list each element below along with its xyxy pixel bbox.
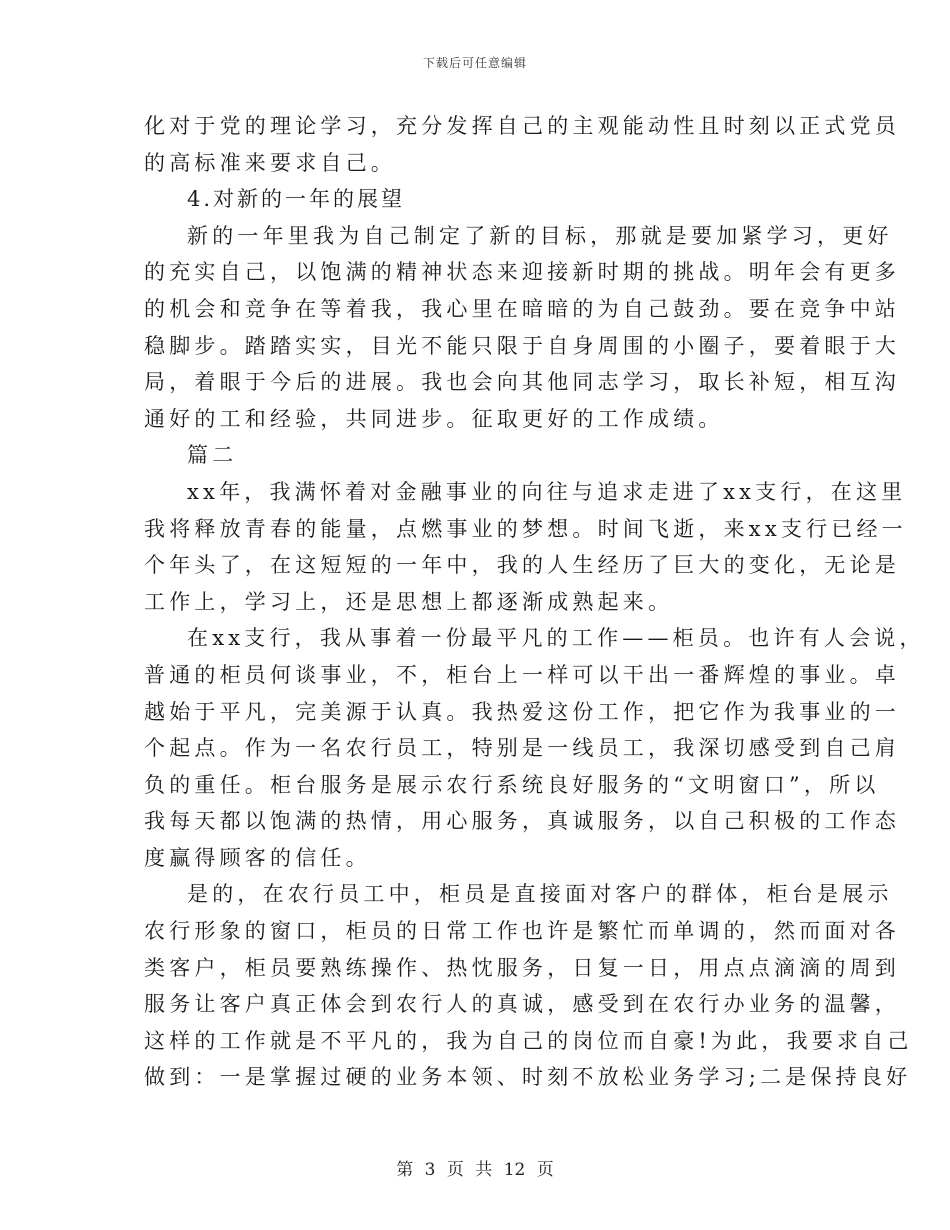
text-line: 稳脚步。踏踏实实，目光不能只限于自身周围的小圈子，要着眼于大 <box>144 333 900 358</box>
text-line: 越始于平凡，完美源于认真。我热爱这份工作，把它作为我事业的一 <box>144 699 900 724</box>
text-line: 个起点。作为一名农行员工，特别是一线员工，我深切感受到自己肩 <box>144 736 900 761</box>
text-line: 我将释放青春的能量，点燃事业的梦想。时间飞逝，来xx支行已经一 <box>144 516 907 541</box>
text-line: 局，着眼于今后的进展。我也会向其他同志学习，取长补短，相互沟 <box>144 370 900 395</box>
text-line: 普通的柜员何谈事业，不，柜台上一样可以干出一番辉煌的事业。卓 <box>144 662 900 687</box>
text-line: 新的一年里我为自己制定了新的目标，那就是要加紧学习，更好 <box>187 223 893 248</box>
text-line: 这样的工作就是不平凡的，我为自己的岗位而自豪!为此，我要求自己 <box>144 1028 913 1053</box>
text-line: 在xx支行，我从事着一份最平凡的工作——柜员。也许有人会说， <box>187 626 925 651</box>
text-line: 我每天都以饱满的热情，用心服务，真诚服务，以自己积极的工作态 <box>144 809 900 834</box>
text-line: 农行形象的窗口，柜员的日常工作也许是繁忙而单调的，然而面对各 <box>144 919 900 944</box>
text-line: 度赢得顾客的信任。 <box>144 845 371 870</box>
text-line: 通好的工和经验，共同进步。征取更好的工作成绩。 <box>144 406 724 431</box>
text-line: xx年，我满怀着对金融事业的向往与追求走进了xx支行，在这里 <box>187 479 907 504</box>
header-note: 下载后可任意编辑 <box>422 56 527 70</box>
text-line: 的高标准来要求自己。 <box>144 150 396 175</box>
text-line: 个年头了，在这短短的一年中，我的人生经历了巨大的变化，无论是 <box>144 553 900 578</box>
text-line: 类客户，柜员要熟练操作、热忱服务，日复一日，用点点滴滴的周到 <box>144 955 900 980</box>
document-body <box>144 108 925 1096</box>
text-line: 工作上，学习上，还是思想上都逐渐成熟起来。 <box>144 589 674 614</box>
text-line: 的机会和竞争在等着我，我心里在暗暗的为自己鼓劲。要在竞争中站 <box>144 296 900 321</box>
page-number-footer: 第 3 页 共 12 页 <box>396 1160 554 1180</box>
text-line: 负的重任。柜台服务是展示农行系统良好服务的“文明窗口”，所以 <box>144 772 880 797</box>
text-line: 的充实自己，以饱满的精神状态来迎接新时期的挑战。明年会有更多 <box>144 260 900 285</box>
section-heading: 4.对新的一年的展望 <box>187 187 406 212</box>
text-line: 做到：一是掌握过硬的业务本领、时刻不放松业务学习;二是保持良好 <box>144 1065 912 1090</box>
text-line: 化对于党的理论学习，充分发挥自己的主观能动性且时刻以正式党员 <box>144 114 900 138</box>
text-line: 服务让客户真正体会到农行人的真诚，感受到在农行办业务的温馨， <box>144 992 900 1017</box>
text-line: 是的，在农行员工中，柜员是直接面对客户的群体，柜台是展示 <box>187 882 893 907</box>
section-heading: 篇二 <box>187 443 238 468</box>
